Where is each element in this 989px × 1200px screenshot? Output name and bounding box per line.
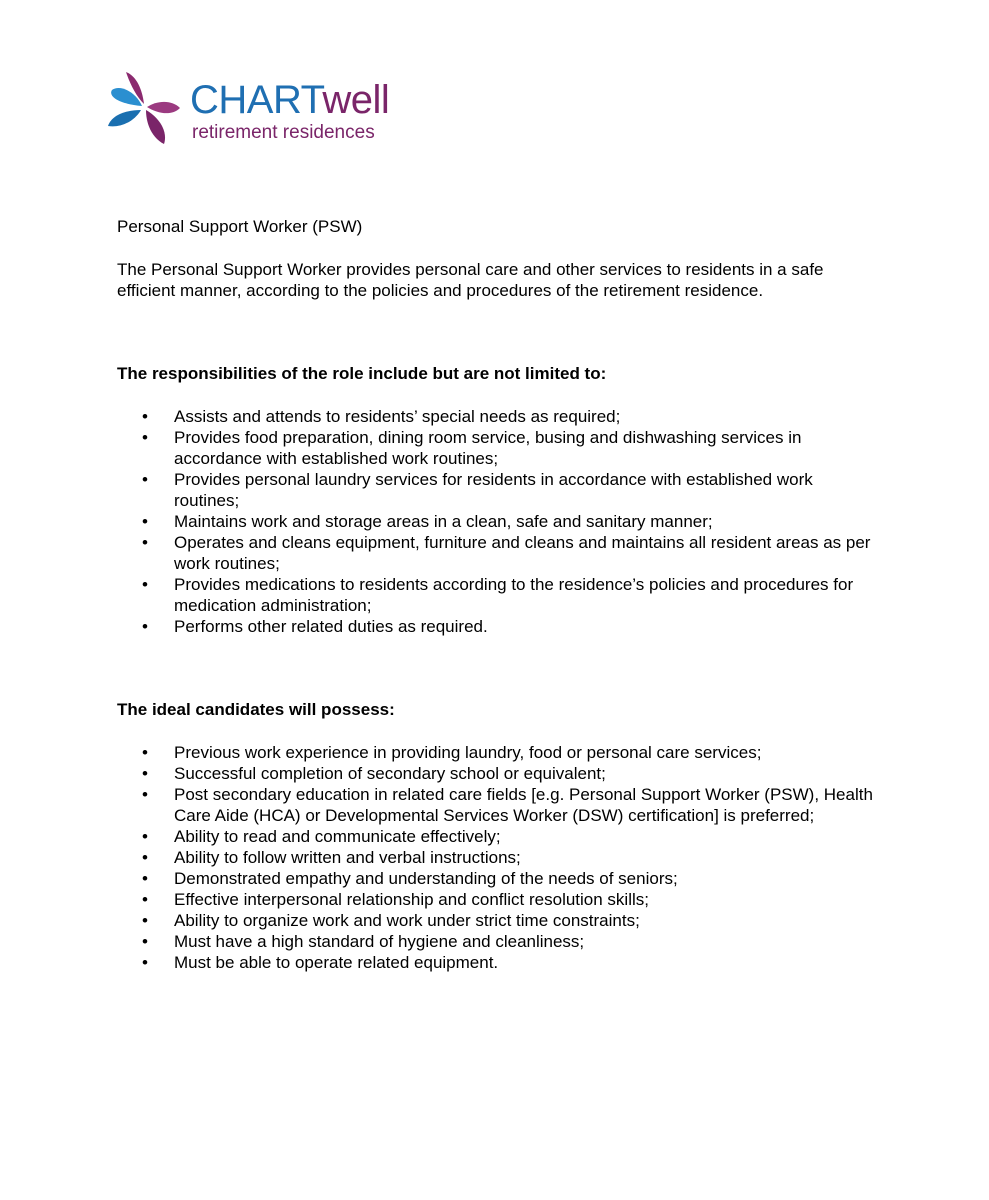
list-item-text: Successful completion of secondary school or equivalent;: [174, 764, 606, 783]
list-item-text: Operates and cleans equipment, furniture and cleans and maintains all resident areas as per work routines;: [174, 533, 871, 573]
bullet-icon: •: [142, 932, 148, 951]
list-item: [117, 742, 877, 763]
list-item-text: Maintains work and storage areas in a clean, safe and sanitary manner;: [174, 512, 713, 531]
list-item: [117, 574, 877, 616]
list-item: [117, 847, 877, 868]
logo-tagline: retirement residences: [192, 122, 375, 143]
list-item: [117, 406, 877, 427]
job-intro-paragraph: The Personal Support Worker provides personal care and other services to residents in a safe efficient manner, according to the policies and procedures of the retirement residence.: [117, 260, 824, 300]
list-item: [117, 931, 877, 952]
list-item: [117, 427, 877, 469]
list-item-text: Provides food preparation, dining room service, busing and dishwashing services in accordance with established work routines;: [174, 428, 802, 468]
bullet-icon: •: [142, 764, 148, 783]
ideal-candidates-list: [117, 742, 877, 973]
list-item: [117, 469, 877, 511]
bullet-icon: •: [142, 428, 148, 447]
bullet-icon: •: [142, 470, 148, 489]
list-item-text: Ability to follow written and verbal instructions;: [174, 848, 521, 867]
list-item: [117, 763, 877, 784]
bullet-icon: •: [142, 869, 148, 888]
chartwell-logo: [106, 70, 396, 150]
logo-wordmark-chart: CHART: [190, 78, 323, 122]
bullet-icon: •: [142, 911, 148, 930]
job-posting: [117, 216, 877, 973]
list-item-text: Ability to read and communicate effectively;: [174, 827, 501, 846]
list-item-text: Must be able to operate related equipment.: [174, 953, 499, 972]
butterfly-logo-icon: [106, 70, 182, 146]
bullet-icon: •: [142, 407, 148, 426]
logo-wing-lower-right: [146, 110, 165, 144]
list-item-text: Effective interpersonal relationship and conflict resolution skills;: [174, 890, 649, 909]
list-item: [117, 616, 877, 637]
bullet-icon: •: [142, 512, 148, 531]
logo-wordmark: [190, 80, 389, 120]
list-item: [117, 784, 877, 826]
list-item-text: Demonstrated empathy and understanding of the needs of seniors;: [174, 869, 678, 888]
list-item-text: Assists and attends to residents’ special needs as required;: [174, 407, 621, 426]
bullet-icon: •: [142, 533, 148, 552]
bullet-icon: •: [142, 785, 148, 804]
list-item-text: Ability to organize work and work under strict time constraints;: [174, 911, 640, 930]
list-item-text: Provides personal laundry services for residents in accordance with established work routines;: [174, 470, 813, 510]
list-item: [117, 826, 877, 847]
logo-wordmark-well: well: [322, 78, 390, 122]
list-item-text: Provides medications to residents according to the residence’s policies and procedures for medication administration;: [174, 575, 854, 615]
list-item-text: Post secondary education in related care fields [e.g. Personal Support Worker (PSW), Health Care Aide (HCA) or Developmental Services Worker (DSW) certification] is preferred;: [174, 785, 873, 825]
bullet-icon: •: [142, 953, 148, 972]
logo-wing-lower-left: [108, 110, 141, 126]
bullet-icon: •: [142, 575, 148, 594]
bullet-icon: •: [142, 617, 148, 636]
responsibilities-heading: The responsibilities of the role include but are not limited to:: [117, 364, 607, 383]
list-item-text: Performs other related duties as required.: [174, 617, 488, 636]
bullet-icon: •: [142, 848, 148, 867]
list-item: [117, 952, 877, 973]
list-item: [117, 532, 877, 574]
bullet-icon: •: [142, 827, 148, 846]
job-title: Personal Support Worker (PSW): [117, 217, 363, 236]
logo-wing-right: [147, 102, 180, 113]
bullet-icon: •: [142, 743, 148, 762]
list-item: [117, 511, 877, 532]
list-item: [117, 910, 877, 931]
list-item: [117, 868, 877, 889]
list-item-text: Previous work experience in providing laundry, food or personal care services;: [174, 743, 762, 762]
list-item: [117, 889, 877, 910]
ideal-candidates-heading: The ideal candidates will possess:: [117, 700, 395, 719]
bullet-icon: •: [142, 890, 148, 909]
responsibilities-list: [117, 406, 877, 637]
list-item-text: Must have a high standard of hygiene and cleanliness;: [174, 932, 585, 951]
